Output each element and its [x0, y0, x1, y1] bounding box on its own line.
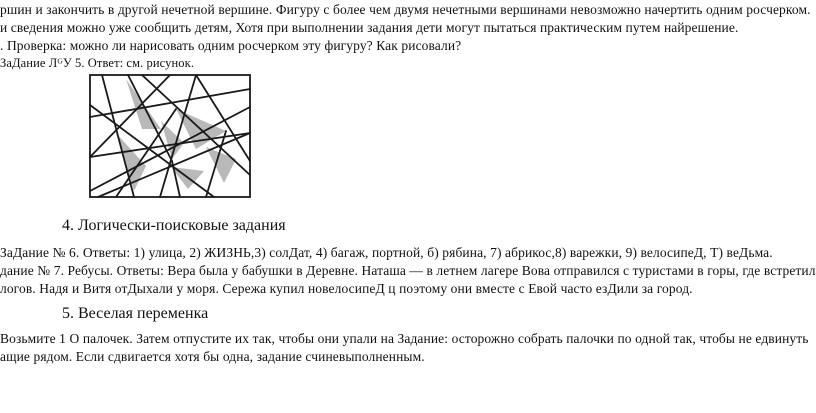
- figure-line: [196, 75, 250, 161]
- figure-shaded-regions: [116, 79, 236, 191]
- section4-line-1: ЗаДание № 6. Ответы: 1) улица, 2) ЖИЗНЬ,3) солДат, 4) багаж, портной, б) рябина, 7) абрикос,8) варежки, 9) велосипеД, Т) веДьма.: [0, 245, 773, 260]
- intro-line-2: и сведения можно уже сообщить детям, Хотя при выполнении задания дети могут пытаться практическим путем найрешение.: [0, 20, 739, 35]
- shaded-triangle-lower-right: [206, 147, 236, 183]
- figure-line: [90, 89, 250, 117]
- section4-line-3: логов. Надя и Витя отДыхали у моря. Сережа купил новелосипеД ц поэтому они вместе с Евой часто езДили за город.: [0, 281, 693, 296]
- section5-line-1: Возьмите 1 О палочек. Затем отпустите их так, чтобы они упали на Задание: осторожно собрать палочки по одной так, чтобы не едвинуть: [0, 331, 809, 346]
- task5-answer: ЗаДание ЛᴳУ 5. Ответ: см. рисунок.: [0, 56, 195, 70]
- section4-title: 4. Логически-поисковые задания: [62, 217, 286, 234]
- one-stroke-figure: [76, 71, 254, 203]
- section5-line-2: ащие рядом. Если сдвигается хотя бы одна, задание счиневыполненным.: [0, 349, 425, 364]
- check-question: . Проверка: можно ли нарисовать одним росчерком эту фигуру? Как рисовали?: [0, 38, 462, 53]
- section5-title: 5. Веселая переменка: [62, 305, 209, 322]
- intro-line-1: ршин и закончить в другой нечетной вершине. Фигуру с более чем двумя нечетными вершинами невозможно начертить одним росчерком.: [0, 2, 811, 17]
- section4-line-2: дание № 7. Ребусы. Ответы: Вера была у бабушки в Деревне. Наташа — в летнем лагере Вова отправился с туристами в горы, где встретил: [0, 263, 816, 278]
